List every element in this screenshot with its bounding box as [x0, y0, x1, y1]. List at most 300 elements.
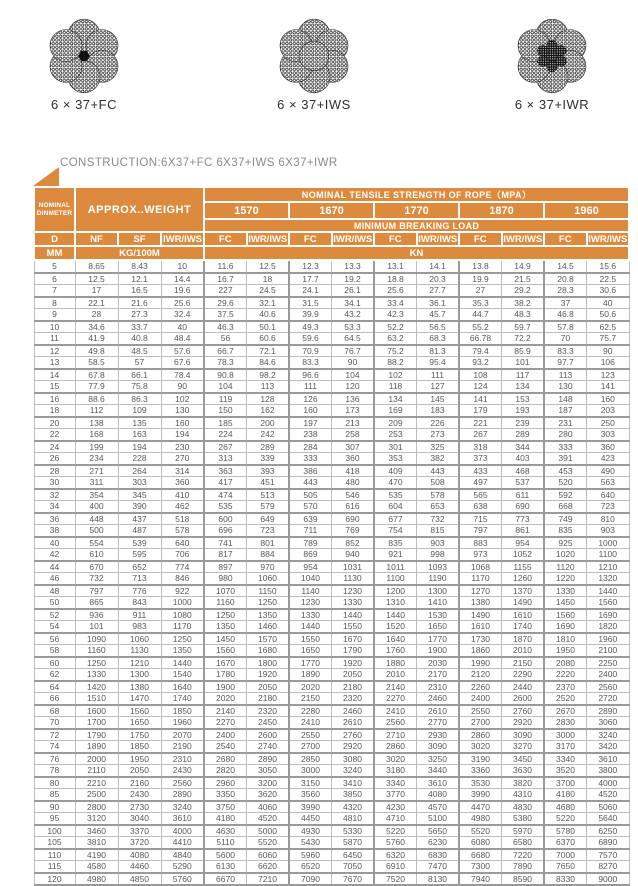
value-cell: 6250 — [587, 825, 630, 837]
value-cell: 921 — [374, 549, 417, 561]
value-cell: 37.5 — [204, 309, 247, 321]
value-cell: 7300 — [459, 861, 502, 873]
value-cell: 280 — [544, 429, 587, 441]
value-cell: 1570 — [247, 633, 290, 645]
value-cell: 1600 — [75, 705, 118, 717]
value-cell: 1320 — [587, 573, 630, 585]
value-cell: 313 — [204, 453, 247, 465]
value-cell: 3440 — [417, 765, 460, 777]
value-cell: 1310 — [374, 597, 417, 609]
value-cell: 5650 — [417, 825, 460, 837]
value-cell: 480 — [332, 477, 375, 489]
value-cell: 314 — [161, 465, 204, 477]
value-cell: 5520 — [459, 825, 502, 837]
value-cell: 1700 — [75, 717, 118, 729]
table-row — [34, 645, 629, 657]
diameter-cell: 110 — [34, 849, 75, 861]
value-cell: 12.1 — [118, 273, 161, 285]
value-cell: 2290 — [502, 669, 545, 681]
value-cell: 30.6 — [587, 285, 630, 297]
value-cell: 1130 — [118, 645, 161, 657]
value-cell: 4520 — [247, 813, 290, 825]
value-cell: 168 — [75, 429, 118, 441]
value-cell: 1640 — [374, 633, 417, 645]
value-cell: 19.2 — [332, 273, 375, 285]
value-cell: 2820 — [204, 765, 247, 777]
value-cell: 443 — [289, 477, 332, 489]
table-row — [34, 489, 629, 501]
value-cell: 2220 — [544, 669, 587, 681]
table-row — [34, 825, 629, 837]
table-row — [34, 345, 629, 357]
value-cell: 1440 — [289, 621, 332, 633]
table-row — [34, 585, 629, 597]
value-cell: 270 — [161, 453, 204, 465]
value-cell: 2770 — [417, 717, 460, 729]
diameter-cell: 52 — [34, 609, 75, 621]
value-cell: 31.5 — [289, 297, 332, 309]
header-col-nf: NF — [75, 232, 118, 246]
value-cell: 84.6 — [247, 357, 290, 369]
value-cell: 16.7 — [204, 273, 247, 285]
table-row — [34, 357, 629, 369]
value-cell: 20.3 — [417, 273, 460, 285]
rope-figure-fc — [22, 16, 146, 112]
diameter-cell: 16 — [34, 393, 75, 405]
value-cell: 5380 — [502, 813, 545, 825]
value-cell: 242 — [247, 429, 290, 441]
value-cell: 570 — [289, 501, 332, 513]
value-cell: 17 — [75, 285, 118, 297]
value-cell: 922 — [161, 585, 204, 597]
header-col-iwriws-1870: IWR/IWS — [503, 233, 543, 245]
value-cell: 3080 — [332, 753, 375, 765]
value-cell: 1890 — [75, 741, 118, 753]
table-row — [34, 537, 629, 549]
value-cell: 3240 — [587, 729, 630, 741]
header-mpa-1870: 1870 — [459, 202, 544, 219]
value-cell: 1160 — [204, 597, 247, 609]
value-cell: 333 — [544, 441, 587, 453]
value-cell: 354 — [75, 489, 118, 501]
value-cell: 90.8 — [204, 369, 247, 381]
value-cell: 35.3 — [459, 297, 502, 309]
value-cell: 15.6 — [587, 260, 630, 273]
value-cell: 773 — [502, 513, 545, 525]
value-cell: 6080 — [459, 837, 502, 849]
value-cell: 29.2 — [502, 285, 545, 297]
value-cell: 1093 — [417, 561, 460, 573]
value-cell: 391 — [544, 453, 587, 465]
value-cell: 2800 — [75, 801, 118, 813]
value-cell: 2460 — [332, 705, 375, 717]
value-cell: 6580 — [502, 837, 545, 849]
value-cell: 21.5 — [502, 273, 545, 285]
value-cell: 3200 — [247, 777, 290, 789]
value-cell: 1460 — [247, 621, 290, 633]
value-cell: 723 — [587, 501, 630, 513]
value-cell: 980 — [204, 573, 247, 585]
value-cell: 1160 — [75, 645, 118, 657]
value-cell: 141 — [459, 393, 502, 405]
value-cell: 1540 — [161, 669, 204, 681]
value-cell: 117 — [502, 369, 545, 381]
value-cell: 250 — [587, 417, 630, 429]
value-cell: 1170 — [161, 621, 204, 633]
value-cell: 2160 — [118, 777, 161, 789]
value-cell: 5760 — [374, 837, 417, 849]
header-col-fc-1960: FC — [544, 232, 587, 246]
value-cell: 14.4 — [161, 273, 204, 285]
table-row — [34, 453, 629, 465]
value-cell: 1060 — [247, 573, 290, 585]
rope-figure-fc-label: 6 × 37+FC — [51, 97, 117, 112]
value-cell: 537 — [502, 477, 545, 489]
value-cell: 3240 — [161, 801, 204, 813]
diameter-cell: 42 — [34, 549, 75, 561]
header-col-fc-1670: FC — [289, 232, 332, 246]
value-cell: 68.3 — [417, 333, 460, 345]
value-cell: 508 — [417, 477, 460, 489]
table-row — [34, 669, 629, 681]
value-cell: 57 — [118, 357, 161, 369]
value-cell: 64.5 — [332, 333, 375, 345]
value-cell: 273 — [417, 429, 460, 441]
value-cell: 58.5 — [75, 357, 118, 369]
value-cell: 670 — [75, 561, 118, 573]
value-cell: 5780 — [544, 825, 587, 837]
value-cell: 3240 — [332, 765, 375, 777]
value-cell: 1800 — [247, 657, 290, 669]
value-cell: 2700 — [459, 717, 502, 729]
value-cell: 11.6 — [204, 260, 247, 273]
value-cell: 2890 — [161, 789, 204, 801]
value-cell: 17.7 — [289, 273, 332, 285]
value-cell: 4230 — [374, 801, 417, 813]
value-cell: 3410 — [332, 777, 375, 789]
value-cell: 52.2 — [374, 321, 417, 333]
value-cell: 6520 — [289, 861, 332, 873]
value-cell: 360 — [161, 477, 204, 489]
value-cell: 846 — [161, 573, 204, 585]
header-col-iwriws-1570: IWR/IWS — [248, 233, 288, 245]
value-cell: 2080 — [544, 657, 587, 669]
value-cell: 1550 — [289, 633, 332, 645]
value-cell: 789 — [289, 537, 332, 549]
value-cell: 2500 — [75, 789, 118, 801]
diameter-cell: 68 — [34, 705, 75, 717]
value-cell: 653 — [417, 501, 460, 513]
value-cell: 462 — [161, 501, 204, 513]
table-row — [34, 297, 629, 309]
table-row — [34, 561, 629, 573]
value-cell: 75.2 — [374, 345, 417, 357]
value-cell: 410 — [161, 489, 204, 501]
value-cell: 616 — [332, 501, 375, 513]
table-row — [34, 681, 629, 693]
value-cell: 403 — [502, 453, 545, 465]
value-cell: 3040 — [118, 813, 161, 825]
value-cell: 130 — [161, 405, 204, 417]
value-cell: 301 — [374, 441, 417, 453]
value-cell: 40.6 — [247, 309, 290, 321]
value-cell: 3270 — [502, 741, 545, 753]
value-cell: 56 — [204, 333, 247, 345]
value-cell: 141 — [587, 381, 630, 393]
value-cell: 1490 — [502, 597, 545, 609]
value-cell: 22.5 — [587, 273, 630, 285]
value-cell: 1330 — [332, 597, 375, 609]
value-cell: 776 — [118, 585, 161, 597]
value-cell: 897 — [204, 561, 247, 573]
value-cell: 14.5 — [544, 260, 587, 273]
value-cell: 1380 — [118, 681, 161, 693]
value-cell: 474 — [204, 489, 247, 501]
value-cell: 239 — [502, 417, 545, 429]
value-cell: 936 — [75, 609, 118, 621]
value-cell: 1780 — [204, 669, 247, 681]
value-cell: 1990 — [459, 657, 502, 669]
value-cell: 2550 — [289, 729, 332, 741]
value-cell: 1560 — [587, 597, 630, 609]
diameter-cell: 15 — [34, 381, 75, 393]
value-cell: 998 — [417, 549, 460, 561]
value-cell: 50.6 — [587, 309, 630, 321]
value-cell: 4980 — [75, 873, 118, 886]
value-cell: 8330 — [544, 873, 587, 886]
value-cell: 2860 — [459, 729, 502, 741]
diameter-cell: 46 — [34, 573, 75, 585]
value-cell: 1810 — [544, 633, 587, 645]
value-cell: 6680 — [459, 849, 502, 861]
value-cell: 1270 — [459, 585, 502, 597]
value-cell: 3150 — [289, 777, 332, 789]
value-cell: 1860 — [459, 645, 502, 657]
value-cell: 1090 — [75, 633, 118, 645]
value-cell: 2740 — [247, 741, 290, 753]
value-cell: 1490 — [459, 609, 502, 621]
table-row — [34, 801, 629, 813]
value-cell: 4080 — [118, 849, 161, 861]
value-cell: 88.2 — [374, 357, 417, 369]
value-cell: 1770 — [417, 633, 460, 645]
value-cell: 108 — [459, 369, 502, 381]
value-cell: 2180 — [247, 693, 290, 705]
value-cell: 20.8 — [544, 273, 587, 285]
value-cell: 83.3 — [289, 357, 332, 369]
value-cell: 6130 — [204, 861, 247, 873]
value-cell: 2930 — [417, 729, 460, 741]
value-cell: 3000 — [544, 729, 587, 741]
table-row — [34, 741, 629, 753]
value-cell: 1690 — [544, 621, 587, 633]
value-cell: 1640 — [161, 681, 204, 693]
value-cell: 2050 — [118, 765, 161, 777]
value-cell: 749 — [544, 513, 587, 525]
value-cell: 49.3 — [289, 321, 332, 333]
value-cell: 145 — [417, 393, 460, 405]
value-cell: 1190 — [417, 573, 460, 585]
value-cell: 1900 — [417, 645, 460, 657]
value-cell: 453 — [544, 465, 587, 477]
value-cell: 2610 — [332, 717, 375, 729]
value-cell: 78.4 — [161, 369, 204, 381]
rope-figure-iwr-label: 6 × 37+IWR — [514, 97, 590, 112]
value-cell: 940 — [332, 549, 375, 561]
value-cell: 1960 — [587, 633, 630, 645]
table-row — [34, 525, 629, 537]
value-cell: 1300 — [118, 669, 161, 681]
value-cell: 49.8 — [75, 345, 118, 357]
value-cell: 333 — [289, 453, 332, 465]
value-cell: 7890 — [502, 861, 545, 873]
value-cell: 48.4 — [161, 333, 204, 345]
value-cell: 7570 — [587, 849, 630, 861]
value-cell: 45.7 — [417, 309, 460, 321]
value-cell: 57.8 — [544, 321, 587, 333]
value-cell: 1850 — [161, 705, 204, 717]
value-cell: 1370 — [502, 585, 545, 597]
value-cell: 13.3 — [332, 260, 375, 273]
header-mpa-1570: 1570 — [204, 202, 289, 219]
value-cell: 79.4 — [459, 345, 502, 357]
value-cell: 518 — [161, 513, 204, 525]
value-cell: 1155 — [502, 561, 545, 573]
value-cell: 150 — [204, 405, 247, 417]
value-cell: 12.5 — [75, 273, 118, 285]
value-cell: 1690 — [587, 609, 630, 621]
value-cell: 578 — [417, 489, 460, 501]
value-cell: 869 — [289, 549, 332, 561]
value-cell: 468 — [502, 465, 545, 477]
value-cell: 2560 — [587, 681, 630, 693]
value-cell: 1040 — [289, 573, 332, 585]
value-cell: 2560 — [374, 717, 417, 729]
value-cell: 48.5 — [118, 345, 161, 357]
value-cell: 59.7 — [502, 321, 545, 333]
value-cell: 289 — [502, 429, 545, 441]
value-cell: 29.6 — [204, 297, 247, 309]
value-cell: 258 — [332, 429, 375, 441]
value-cell: 2370 — [544, 681, 587, 693]
value-cell: 2550 — [459, 705, 502, 717]
value-cell: 2450 — [247, 717, 290, 729]
value-cell: 3250 — [417, 753, 460, 765]
value-cell: 1300 — [417, 585, 460, 597]
value-cell: 33.4 — [374, 297, 417, 309]
table-row — [34, 309, 629, 321]
value-cell: 925 — [544, 537, 587, 549]
value-cell: 2010 — [374, 669, 417, 681]
value-cell: 38.2 — [502, 297, 545, 309]
value-cell: 98.2 — [247, 369, 290, 381]
value-cell: 815 — [417, 525, 460, 537]
value-cell: 769 — [332, 525, 375, 537]
table-row — [34, 633, 629, 645]
value-cell: 228 — [118, 453, 161, 465]
value-cell: 2560 — [161, 777, 204, 789]
value-cell: 1680 — [247, 645, 290, 657]
value-cell: 1440 — [161, 657, 204, 669]
value-cell: 732 — [75, 573, 118, 585]
value-cell: 6910 — [374, 861, 417, 873]
value-cell: 1520 — [374, 621, 417, 633]
value-cell: 1100 — [587, 549, 630, 561]
value-cell: 2010 — [502, 645, 545, 657]
value-cell: 393 — [247, 465, 290, 477]
value-cell: 40.8 — [118, 333, 161, 345]
header-unit-kg100m: KG/100M — [75, 246, 204, 260]
value-cell: 111 — [289, 381, 332, 393]
value-cell: 134 — [374, 393, 417, 405]
value-cell: 325 — [417, 441, 460, 453]
value-cell: 1440 — [374, 609, 417, 621]
value-cell: 160 — [289, 405, 332, 417]
value-cell: 14.1 — [417, 260, 460, 273]
value-cell: 7090 — [289, 873, 332, 886]
value-cell: 7000 — [544, 849, 587, 861]
diameter-cell: 10 — [34, 321, 75, 333]
value-cell: 3750 — [204, 801, 247, 813]
value-cell: 546 — [332, 489, 375, 501]
value-cell: 1730 — [459, 633, 502, 645]
value-cell: 16.5 — [118, 285, 161, 297]
value-cell: 3800 — [587, 765, 630, 777]
value-cell: 2860 — [374, 741, 417, 753]
value-cell: 102 — [161, 393, 204, 405]
value-cell: 3120 — [75, 813, 118, 825]
value-cell: 3990 — [459, 789, 502, 801]
value-cell: 7670 — [332, 873, 375, 886]
value-cell: 817 — [204, 549, 247, 561]
value-cell: 1440 — [587, 585, 630, 597]
value-cell: 360 — [332, 453, 375, 465]
value-cell: 19.6 — [161, 285, 204, 297]
value-cell: 563 — [587, 477, 630, 489]
value-cell: 3090 — [502, 729, 545, 741]
value-cell: 22.1 — [75, 297, 118, 309]
value-cell: 3360 — [459, 765, 502, 777]
header-mpa-1960: 1960 — [544, 202, 629, 219]
value-cell: 639 — [289, 513, 332, 525]
value-cell: 1820 — [587, 621, 630, 633]
value-cell: 14.9 — [502, 260, 545, 273]
value-cell: 57.6 — [161, 345, 204, 357]
value-cell: 2730 — [118, 801, 161, 813]
value-cell: 2310 — [161, 753, 204, 765]
value-cell: 490 — [587, 465, 630, 477]
value-cell: 18.8 — [374, 273, 417, 285]
value-cell: 28 — [75, 309, 118, 321]
value-cell: 289 — [247, 441, 290, 453]
value-cell: 649 — [247, 513, 290, 525]
value-cell: 386 — [289, 465, 332, 477]
value-cell: 28.3 — [544, 285, 587, 297]
value-cell: 1440 — [332, 609, 375, 621]
value-cell: 2270 — [204, 717, 247, 729]
diameter-cell: 32 — [34, 489, 75, 501]
value-cell: 1380 — [459, 597, 502, 609]
value-cell: 1870 — [502, 633, 545, 645]
value-cell: 24.5 — [247, 285, 290, 297]
spec-table-wrap — [33, 186, 630, 886]
value-cell: 1880 — [374, 657, 417, 669]
table-row — [34, 873, 629, 886]
value-cell: 85.9 — [502, 345, 545, 357]
value-cell: 1790 — [75, 729, 118, 741]
diameter-cell: 50 — [34, 597, 75, 609]
value-cell: 345 — [118, 489, 161, 501]
